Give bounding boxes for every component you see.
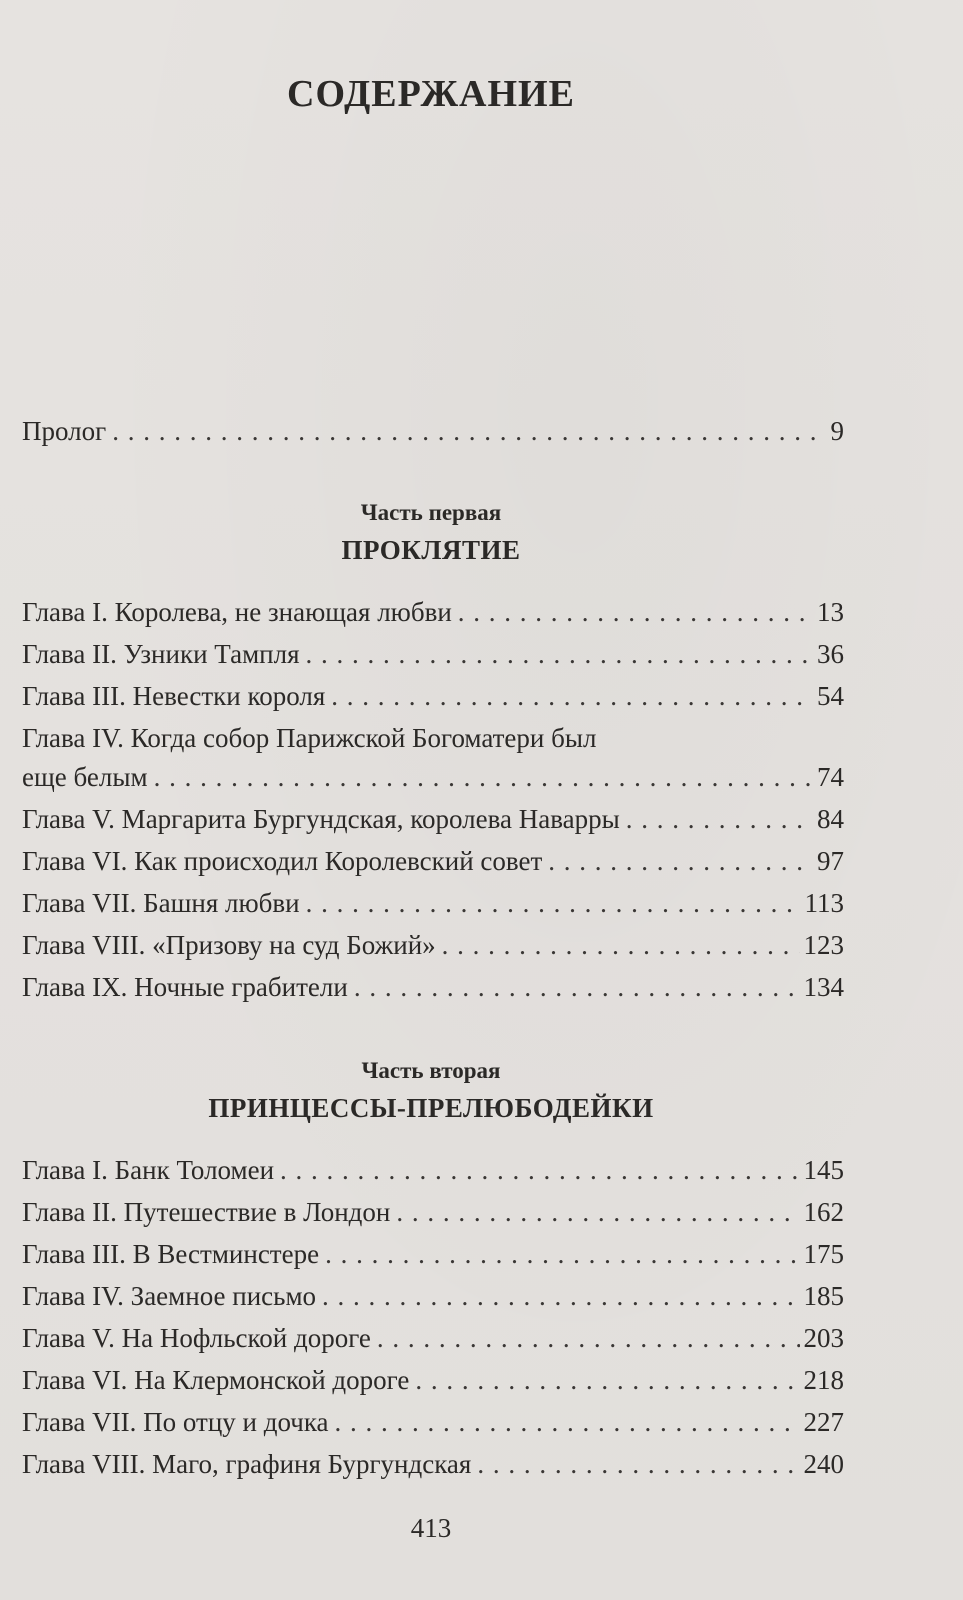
toc-entry-page: 74 (817, 762, 844, 792)
toc-entry-page: 84 (817, 804, 844, 834)
dot-leader (442, 928, 800, 962)
toc-entry-label: Глава VI. Как происходил Королевский совет (22, 846, 543, 876)
dot-leader (415, 1363, 799, 1397)
dot-leader (396, 1195, 799, 1229)
part-title: ПРОКЛЯТИЕ (341, 535, 521, 565)
dot-leader (306, 886, 801, 920)
toc-entry-page: 203 (803, 1323, 844, 1353)
toc-entry-label: Глава III. В Вестминстере (22, 1239, 320, 1269)
toc-entry-label: Глава VII. Башня любви (22, 888, 300, 918)
toc-entry-page: 9 (830, 416, 844, 446)
toc-entry-page: 227 (803, 1407, 844, 1437)
toc-entry-label: Глава V. Маргарита Бургундская, королева Наварры (22, 804, 620, 834)
toc-entry[interactable] (22, 1321, 844, 1355)
toc-entry[interactable] (22, 970, 844, 1004)
toc-entry-label: Глава VI. На Клермонской дороге (22, 1365, 410, 1395)
dot-leader (335, 1405, 800, 1439)
part-title: ПРИНЦЕССЫ-ПРЕЛЮБОДЕЙКИ (208, 1093, 654, 1123)
dot-leader (354, 970, 800, 1004)
dot-leader (477, 1447, 799, 1481)
toc-entry-label: Глава I. Королева, не знающая любви (22, 597, 452, 627)
toc-entry[interactable] (22, 679, 844, 713)
toc-entry-label: Глава III. Невестки короля (22, 681, 326, 711)
dot-leader (280, 1153, 799, 1187)
toc-entry[interactable] (22, 844, 844, 878)
toc-entry-label: Глава IX. Ночные грабители (22, 972, 348, 1002)
toc-entry[interactable] (22, 1195, 844, 1229)
part-label: Часть вторая (361, 1058, 501, 1083)
dot-leader (306, 637, 813, 671)
toc-entry-page: 218 (803, 1365, 844, 1395)
toc-entry-page: 240 (803, 1449, 844, 1479)
toc-entry[interactable] (22, 1279, 844, 1313)
toc-entry[interactable] (22, 760, 844, 794)
toc-entry-label-first-line[interactable]: Глава IV. Когда собор Парижской Богоматери был (22, 723, 597, 753)
toc-entry-page: 113 (804, 888, 844, 918)
toc-entry-label: Глава V. На Нофльской дороге (22, 1323, 371, 1353)
toc-entry[interactable] (22, 637, 844, 671)
toc-entry-label: Пролог (22, 416, 107, 446)
toc-entry-page: 13 (817, 597, 844, 627)
toc-entry[interactable] (22, 928, 844, 962)
dot-leader (626, 802, 813, 836)
dot-leader (112, 414, 826, 448)
toc-entry[interactable] (22, 1153, 844, 1187)
toc-entry-prologue[interactable] (22, 414, 844, 448)
dot-leader (377, 1321, 800, 1355)
toc-entry[interactable] (22, 1405, 844, 1439)
toc-entry-label: Глава VIII. «Призову на суд Божий» (22, 930, 436, 960)
dot-leader (331, 679, 813, 713)
toc-entry-label: Глава II. Узники Тампля (22, 639, 300, 669)
toc-entry-label: Глава VII. По отцу и дочка (22, 1407, 329, 1437)
toc-entry-page: 54 (817, 681, 844, 711)
toc-entry-label: Глава I. Банк Толомеи (22, 1155, 275, 1185)
toc-entry-label: Глава VIII. Маго, графиня Бургундская (22, 1449, 472, 1479)
toc-entry-page: 134 (803, 972, 844, 1002)
dot-leader (322, 1279, 799, 1313)
toc-entry[interactable] (22, 1363, 844, 1397)
toc-entry-page: 175 (803, 1239, 844, 1269)
toc-entry[interactable] (22, 595, 844, 629)
page-title: СОДЕРЖАНИЕ (287, 73, 575, 115)
dot-leader (458, 595, 813, 629)
toc-entry-page: 185 (803, 1281, 844, 1311)
toc-entry[interactable] (22, 802, 844, 836)
toc-entry[interactable] (22, 1237, 844, 1271)
toc-entry[interactable] (22, 1447, 844, 1481)
toc-entry[interactable] (22, 886, 844, 920)
page-number: 413 (410, 1513, 452, 1543)
dot-leader (548, 844, 813, 878)
dot-leader (325, 1237, 799, 1271)
toc-entry-page: 145 (803, 1155, 844, 1185)
toc-entry-label: Глава IV. Заемное письмо (22, 1281, 317, 1311)
toc-entry-page: 123 (803, 930, 844, 960)
toc-entry-page: 97 (817, 846, 844, 876)
toc-entry-label: Глава II. Путешествие в Лондон (22, 1197, 391, 1227)
dot-leader (154, 760, 813, 794)
toc-entry-page: 162 (803, 1197, 844, 1227)
toc-entry-page: 36 (817, 639, 844, 669)
part-label: Часть первая (360, 500, 502, 525)
toc-entry-label-continued: еще белым (22, 762, 148, 792)
